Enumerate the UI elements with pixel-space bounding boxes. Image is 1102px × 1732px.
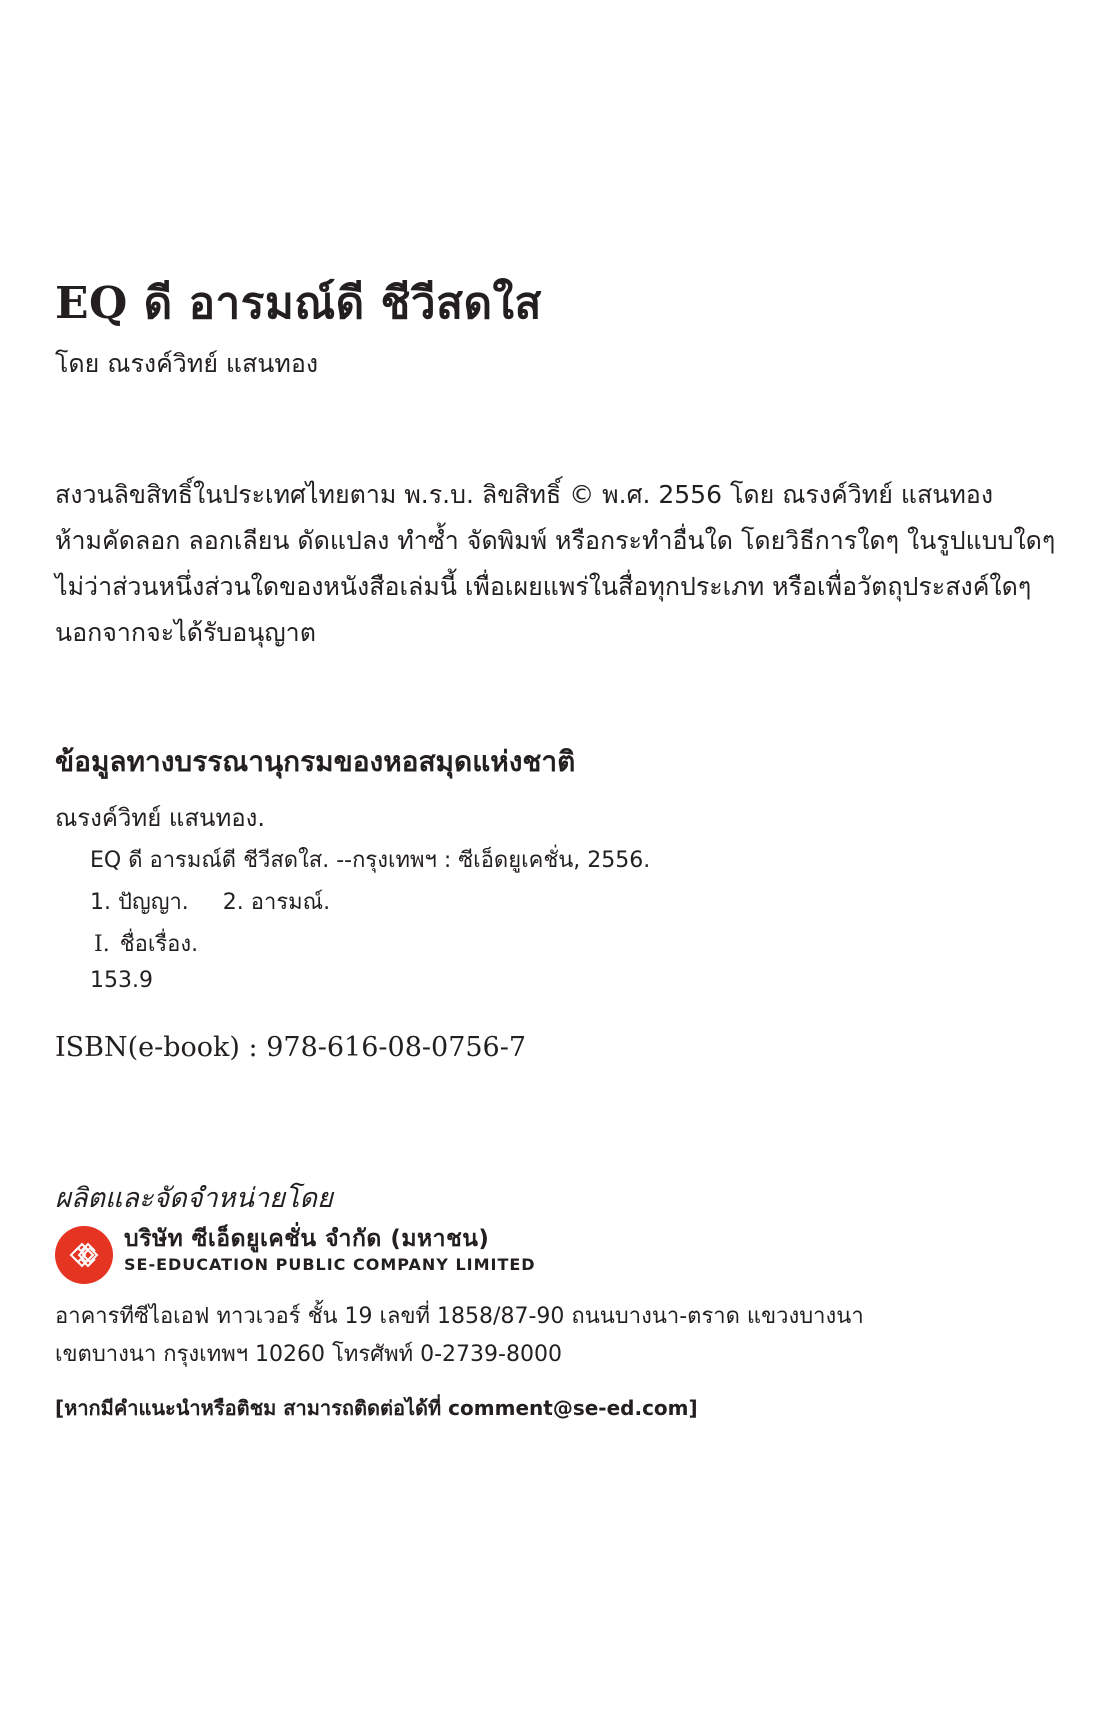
cataloging-subjects [90,884,330,919]
copyright-line: ไม่ว่าส่วนหนึ่งส่วนใดของหนังสือเล่มนี้ เพื่อเผยแพร่ในสื่อทุกประเภท หรือเพื่อวัตถุประสงค์ใดๆ [55,572,1032,601]
cataloging-subject: 2. อารมณ์. [222,890,331,915]
title-entry-label: ชื่อเรื่อง. [119,932,199,957]
publisher-name-english: SE-EDUCATION PUBLIC COMPANY LIMITED [124,1255,536,1274]
publisher-name [124,1224,536,1276]
copyright-line: นอกจากจะได้รับอนุญาต [55,618,316,647]
publisher-name-thai: บริษัท ซีเอ็ดยูเคชั่น จำกัด (มหาชน) [124,1226,490,1252]
cataloging-author: ณรงค์วิทย์ แสนทอง. [55,804,266,832]
book-byline: โดย ณรงค์วิทย์ แสนทอง [55,349,319,378]
cataloging-title-entry [90,926,198,961]
copyright-notice [55,472,1056,656]
publisher-logo-icon [55,1226,113,1284]
address-line: เขตบางนา กรุงเทพฯ 10260 โทรศัพท์ 0-2739-8000 [55,1342,562,1367]
lattice-icon [55,1226,113,1284]
feedback-contact: [หากมีคำแนะนำหรือติชม สามารถติดต่อได้ที่ comment@se-ed.com] [55,1396,698,1420]
copyright-line: ห้ามคัดลอก ลอกเลียน ดัดแปลง ทำซ้ำ จัดพิมพ์ หรือกระทำอื่นใด โดยวิธีการใดๆ ในรูปแบบใดๆ [55,526,1056,555]
copyright-line: สงวนลิขสิทธิ์ในประเทศไทยตาม พ.ร.บ. ลิขสิทธิ์ © พ.ศ. 2556 โดย ณรงค์วิทย์ แสนทอง [55,480,994,509]
distributed-by-label: ผลิตและจัดจำหน่ายโดย [55,1183,333,1214]
book-title: EQ ดี อารมณ์ดี ชีวีสดใส [55,278,542,329]
cataloging-subject: 1. ปัญญา. [90,890,189,915]
roman-numeral: I. [94,932,110,957]
isbn: ISBN(e-book) : 978-616-08-0756-7 [55,1032,527,1063]
publisher-address [55,1298,864,1374]
cataloging-heading: ข้อมูลทางบรรณานุกรมของหอสมุดแห่งชาติ [55,745,576,778]
cataloging-classification: 153.9 [90,968,153,993]
cataloging-title-line: EQ ดี อารมณ์ดี ชีวีสดใส. --กรุงเทพฯ : ซีเอ็ดยูเคชั่น, 2556. [90,848,651,873]
address-line: อาคารทีซีไอเอฟ ทาวเวอร์ ชั้น 19 เลขที่ 1858/87-90 ถนนบางนา-ตราด แขวงบางนา [55,1304,864,1329]
